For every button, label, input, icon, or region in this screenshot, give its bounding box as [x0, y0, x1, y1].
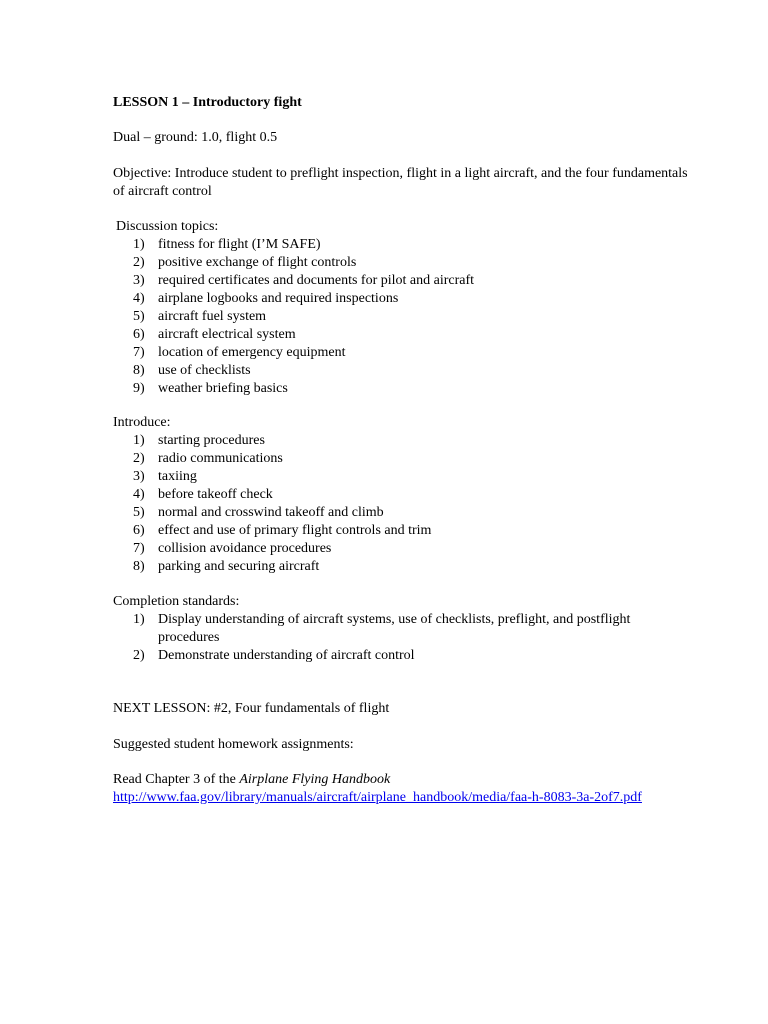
handbook-link[interactable]: http://www.faa.gov/library/manuals/aircraft/airplane_handbook/media/faa-h-8083-3a-2of7.pdf	[113, 790, 642, 805]
discussion-section	[113, 218, 693, 398]
introduce-heading: Introduce:	[113, 415, 171, 430]
homework-heading: Suggested student homework assignments:	[113, 737, 354, 752]
list-item: 1) Display understanding of aircraft systems, use of checklists, preflight, and postflight procedures	[133, 612, 631, 645]
list-item: 6) effect and use of primary flight controls and trim	[133, 523, 432, 538]
list-item: 7) collision avoidance procedures	[133, 541, 332, 556]
dual-hours: Dual – ground: 1.0, flight 0.5	[113, 130, 278, 145]
list-item: 5) aircraft fuel system	[133, 309, 267, 324]
completion-heading: Completion standards:	[113, 594, 240, 609]
list-item: 2) positive exchange of flight controls	[133, 255, 357, 270]
list-item: 6) aircraft electrical system	[133, 327, 296, 342]
list-item: 7) location of emergency equipment	[133, 345, 346, 360]
list-item: 1) starting procedures	[133, 433, 265, 448]
list-item: 5) normal and crosswind takeoff and climb	[133, 505, 384, 520]
list-item: 3) taxiing	[133, 469, 197, 484]
list-item: 4) before takeoff check	[133, 487, 273, 502]
list-item: 2) Demonstrate understanding of aircraft control	[133, 648, 415, 663]
list-item: 2) radio communications	[133, 451, 283, 466]
list-item: 4) airplane logbooks and required inspections	[133, 291, 399, 306]
discussion-heading: Discussion topics:	[116, 219, 219, 234]
list-item: 8) parking and securing aircraft	[133, 559, 320, 574]
next-lesson: NEXT LESSON: #2, Four fundamentals of flight	[113, 701, 390, 716]
list-item: 8) use of checklists	[133, 363, 251, 378]
book-title: Airplane Flying Handbook	[239, 772, 391, 787]
read-prefix: Read Chapter 3 of the	[113, 772, 240, 787]
completion-section	[113, 593, 693, 665]
objective-text: Objective: Introduce student to preflight inspection, flight in a light aircraft, and the four fundamentals of aircraft control	[113, 166, 688, 199]
list-item: 3) required certificates and documents for pilot and aircraft	[133, 273, 475, 288]
reading-assignment	[113, 771, 693, 807]
list-item: 9) weather briefing basics	[133, 381, 288, 396]
introduce-section	[113, 414, 693, 576]
lesson-title: LESSON 1 – Introductory fight	[113, 95, 302, 110]
list-item: 1) fitness for flight (I’M SAFE)	[133, 237, 321, 252]
